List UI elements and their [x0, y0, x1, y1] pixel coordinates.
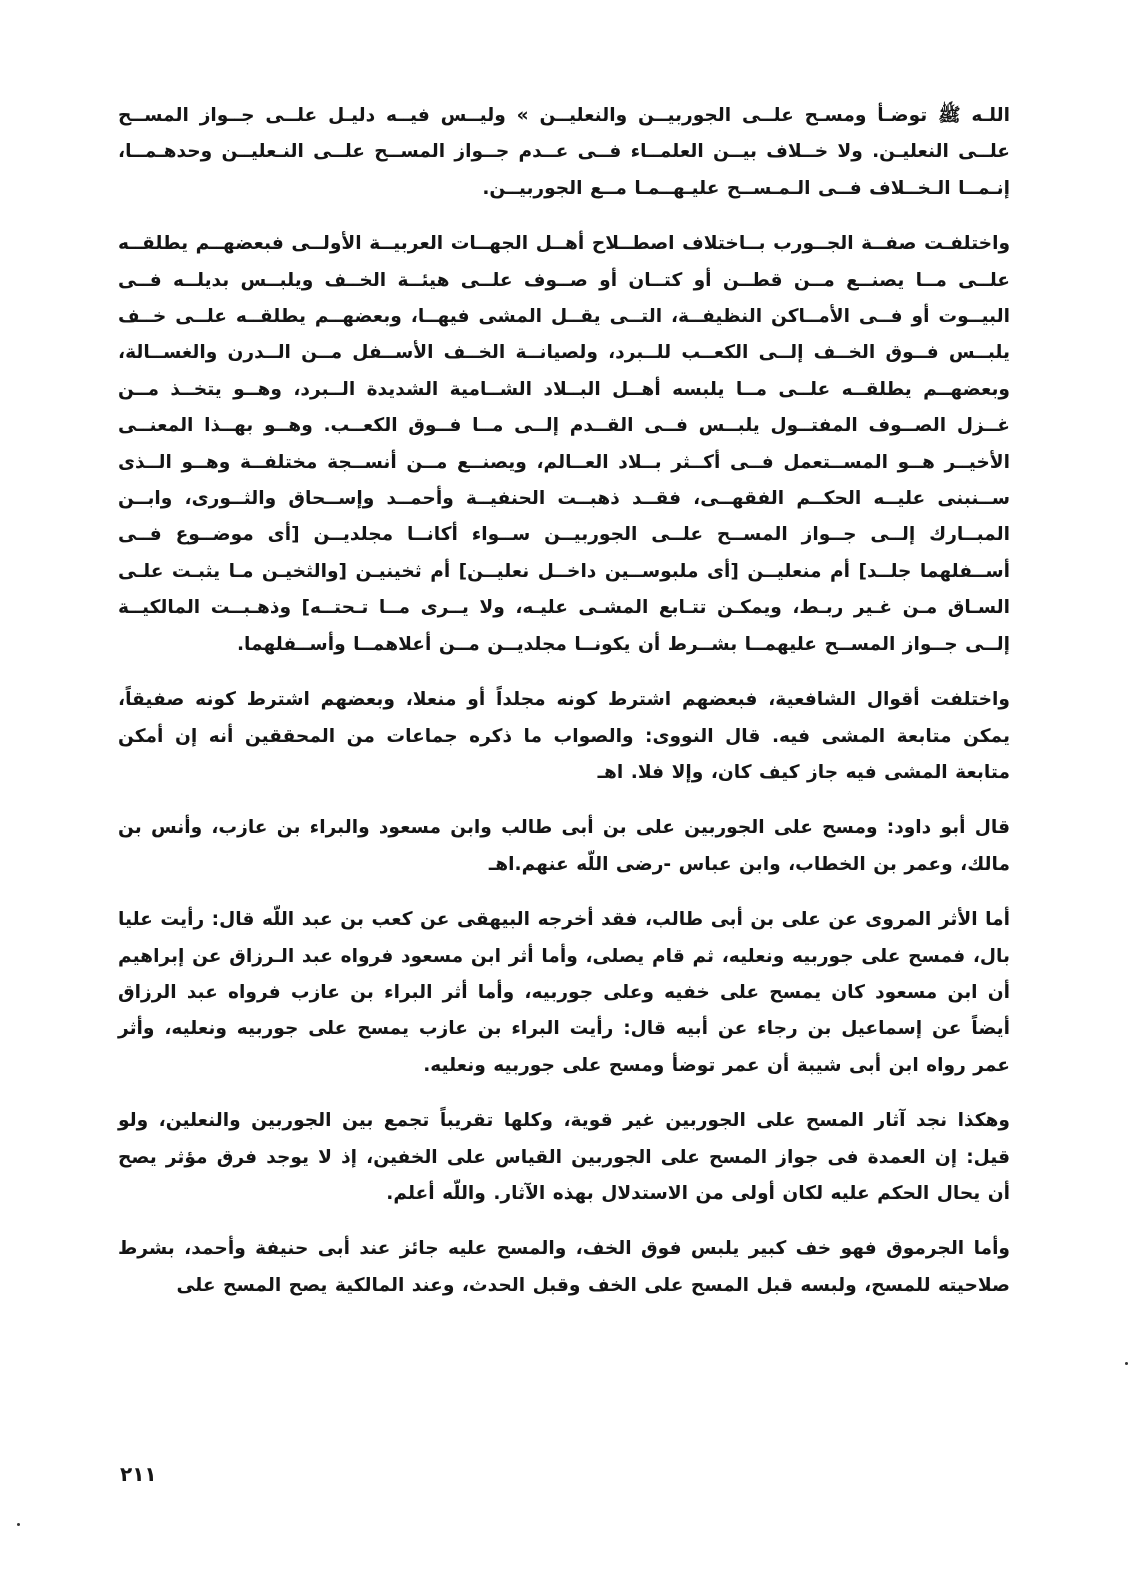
page-number: ٢١١ — [120, 1462, 157, 1486]
page-body — [118, 98, 1010, 1323]
paragraph-3: واختلفت أقوال الشافعية، فبعضهم اشترط كونه مجلداً أو منعلا، وبعضهم اشترط كونه صفيقاً، يمكن متابعة المشى فيه. قال النووى: والصواب ما ذكره جماعات من المحققين أنه إن أمكن متابعة المشى فيه جاز كيف كان، وإلا فلا. اهـ — [118, 689, 1010, 783]
paragraph-1: اللـه ﷺ توضـأ ومسـح علــى الجوربيــن والنعليــن » وليــس فيــه دليـل علــى جــواز المســح علــى النعليـن. ولا خــلاف بيــن العلمــاء فــى عــدم جــواز المســح علــى النـعليــن وحدهـمــا، إنـمــا الـخــلاف فــى الـمـســح عليـهــمـا مــع الجوربيــن. — [118, 105, 1010, 199]
paragraph-4: قال أبو داود: ومسح على الجوربين على بن أبى طالب وابن مسعود والبراء بن عازب، وأنس بن مالك، وعمر بن الخطاب، وابن عباس -رضى اللّه عنهم.اهـ — [118, 817, 1010, 875]
paragraph-5: أما الأثر المروى عن على بن أبى طالب، فقد أخرجه البيهقى عن كعب بن عبد اللّه قال: رأيت عليا بال، فمسح على جوربيه ونعليه، ثم قام يصلى، وأما أثر ابن مسعود فرواه عبد الـرزاق عن إبراهيم أن ابن مسعود كان يمسح على خفيه وعلى جوربيه، وأما أثر البراء بن عازب فرواه عبد الرزاق أيضاً عن إسماعيل بن رجاء عن أبيه قال: رأيت البراء بن عازب يمسح على جوربيه ونعليه، وأثر عمر رواه ابن أبى شيبة أن عمر توضأ ومسح على جوربيه ونعليه. — [118, 909, 1010, 1076]
paragraph-6: وهكذا نجد آثار المسح على الجوربين غير قوية، وكلها تقريباً تجمع بين الجوربين والنعلين، ولو قيل: إن العمدة فى جواز المسح على الجوربين القياس على الخفين، إذ لا يوجد فرق مؤثر يصح أن يحال الحكم عليه لكان أولى من الاستدلال بهذه الآثار. واللّه أعلم. — [118, 1110, 1010, 1204]
paragraph-7: وأما الجرموق فهو خف كبير يلبس فوق الخف، والمسح عليه جائز عند أبى حنيفة وأحمد، بشرط صلاحيته للمسح، ولبسه قبل المسح على الخف وقبل الحدث، وعند المالكية يصح المسح على — [118, 1238, 1010, 1296]
scan-speck — [17, 1523, 20, 1526]
paragraph-2: واختلفـت صفــة الجــورب بــاختلاف اصطــلاح أهــل الجهــات العربيــة الأولــى فبعضهــم يطلقــه علــى مــا يصنــع مــن قطــن أو كتــان أو صــوف علــى هيئــة الخــف ويلبــس بديلــه فــى البيــوت أو فــى الأمــاكن النظيفــة، التــى يقــل المشى فيهــا، وبعضهــم يطلقــه علــى خــف يلبــس فــوق الخــف إلــى الكعــب للــبرد، ولصيانــة الخــف الأســفل مــن الــدرن والغســالة، وبعضهــم يطلقــه علــى مــا يلبسه أهــل البــلاد الشــامية الشديدة الــبرد، وهــو يتخــذ مــن غــزل الصــوف المفتــول يلبــس فــى القــدم إلــى مــا فــوق الكعــب. وهــو بهــذا المعنــى الأخيــر هــو المســتعمل فــى أكــثر بــلاد العــالم، ويصنــع مــن أنســجة مختلفــة وهــو الــذى ســنبنى عليــه الحكــم الفقهــى، فقــد ذهبــت الحنفيــة وأحمــد وإســحاق والثــورى، وابــن المبــارك إلــى جــواز المســح علــى الجوربيــن ســواء أكانــا مجلديــن [أى موضــوع فــى أســفلهما جلــد] أم منعليــن [أى ملبوســين داخــل نعليــن] أم ثخينيـن [والثخيـن مـا يثبـت علـى السـاق مـن غـير ربـط، ويمكـن تتـابع المشـى عليـه، ولا يــرى مــا تـحتــه] وذهـبــت المالكيــة إلــى جــواز المســح عليهمــا بشــرط أن يكونــا مجلديــن مــن أعلاهمــا وأســفلهما. — [118, 233, 1010, 655]
scan-speck — [1125, 1362, 1128, 1365]
